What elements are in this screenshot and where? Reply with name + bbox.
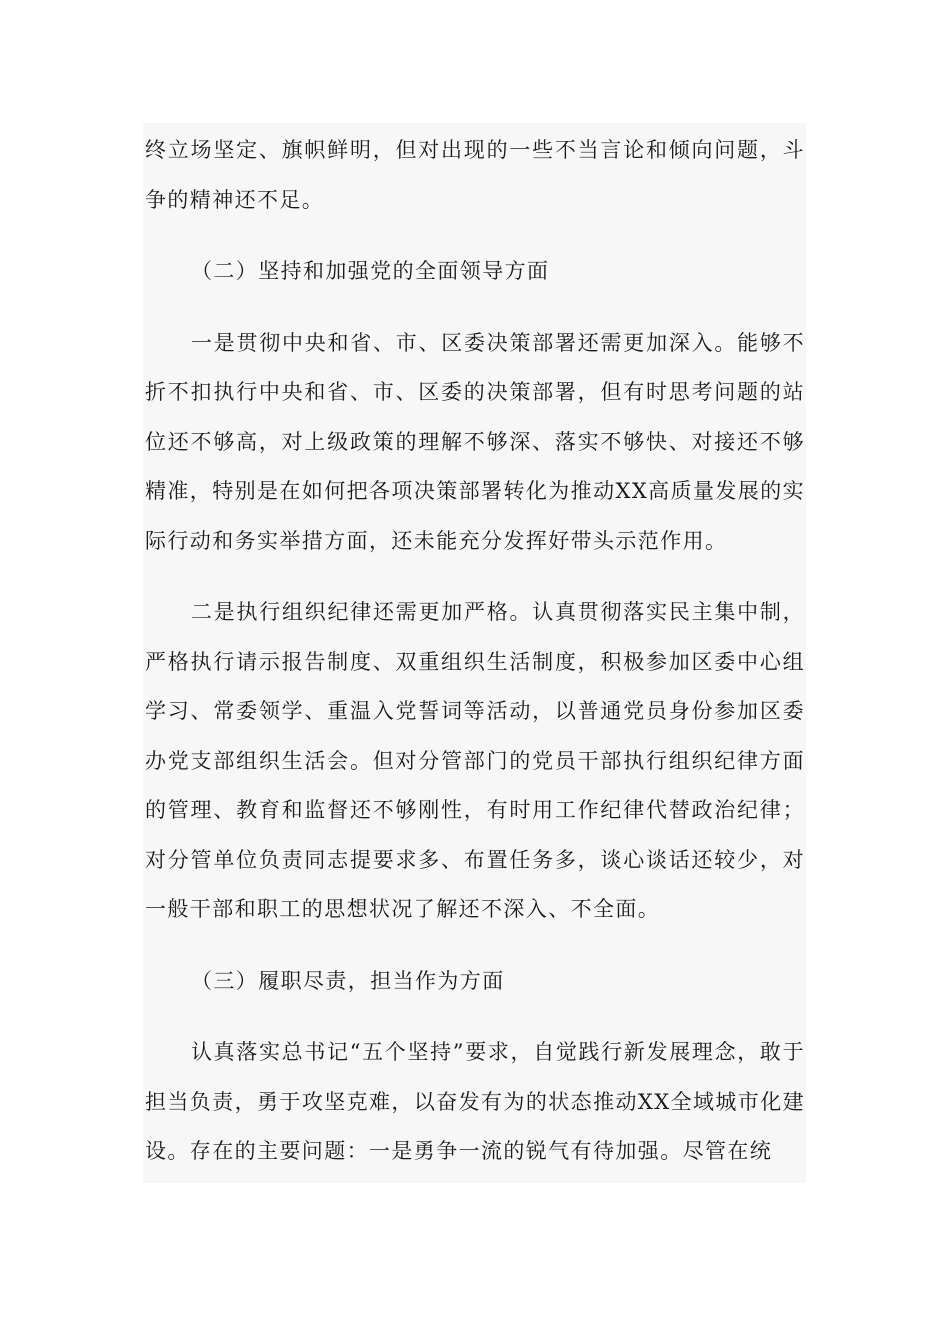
paragraph-discipline: 二是执行组织纪律还需更加严格。认真贯彻落实民主集中制，严格执行请示报告制度、双重组织生活制度，积极参加区委中心组学习、常委领学、重温入党誓词等活动，以普通党员身份参加区委办党支部组织生活会。但对分管部门的党员干部执行组织纪律方面的管理、教育和监督还不够刚性，有时用工作纪律代替政治纪律；对分管单位负责同志提要求多、布置任务多，谈心谈话还较少，对一般干部和职工的思想状况了解还不深入、不全面。 — [145, 600, 805, 921]
paragraph-continuation: 终立场坚定、旗帜鲜明，但对出现的一些不当言论和倾向问题，斗争的精神还不足。 — [145, 138, 805, 212]
section-heading-3: （三）履职尽责，担当作为方面 — [191, 968, 505, 993]
paragraph-implementation: 一是贯彻中央和省、市、区委决策部署还需更加深入。能够不折不扣执行中央和省、市、区委的决策部署，但有时思考问题的站位还不够高，对上级政策的理解不够深、落实不够快、对接还不够精准，特别是在如何把各项决策部署转化为推动XX高质量发展的实际行动和务实举措方面，还未能充分发挥好带头示范作用。 — [145, 330, 805, 553]
section-heading-2: （二）坚持和加强党的全面领导方面 — [191, 259, 550, 283]
document-body — [145, 126, 805, 1177]
paragraph-responsibility: 认真落实总书记“五个坚持”要求，自觉践行新发展理念，敢于担当负责，勇于攻坚克难，以奋发有为的状态推动XX全域城市化建设。存在的主要问题：一是勇争一流的锐气有待加强。尽管在统 — [145, 1040, 805, 1163]
